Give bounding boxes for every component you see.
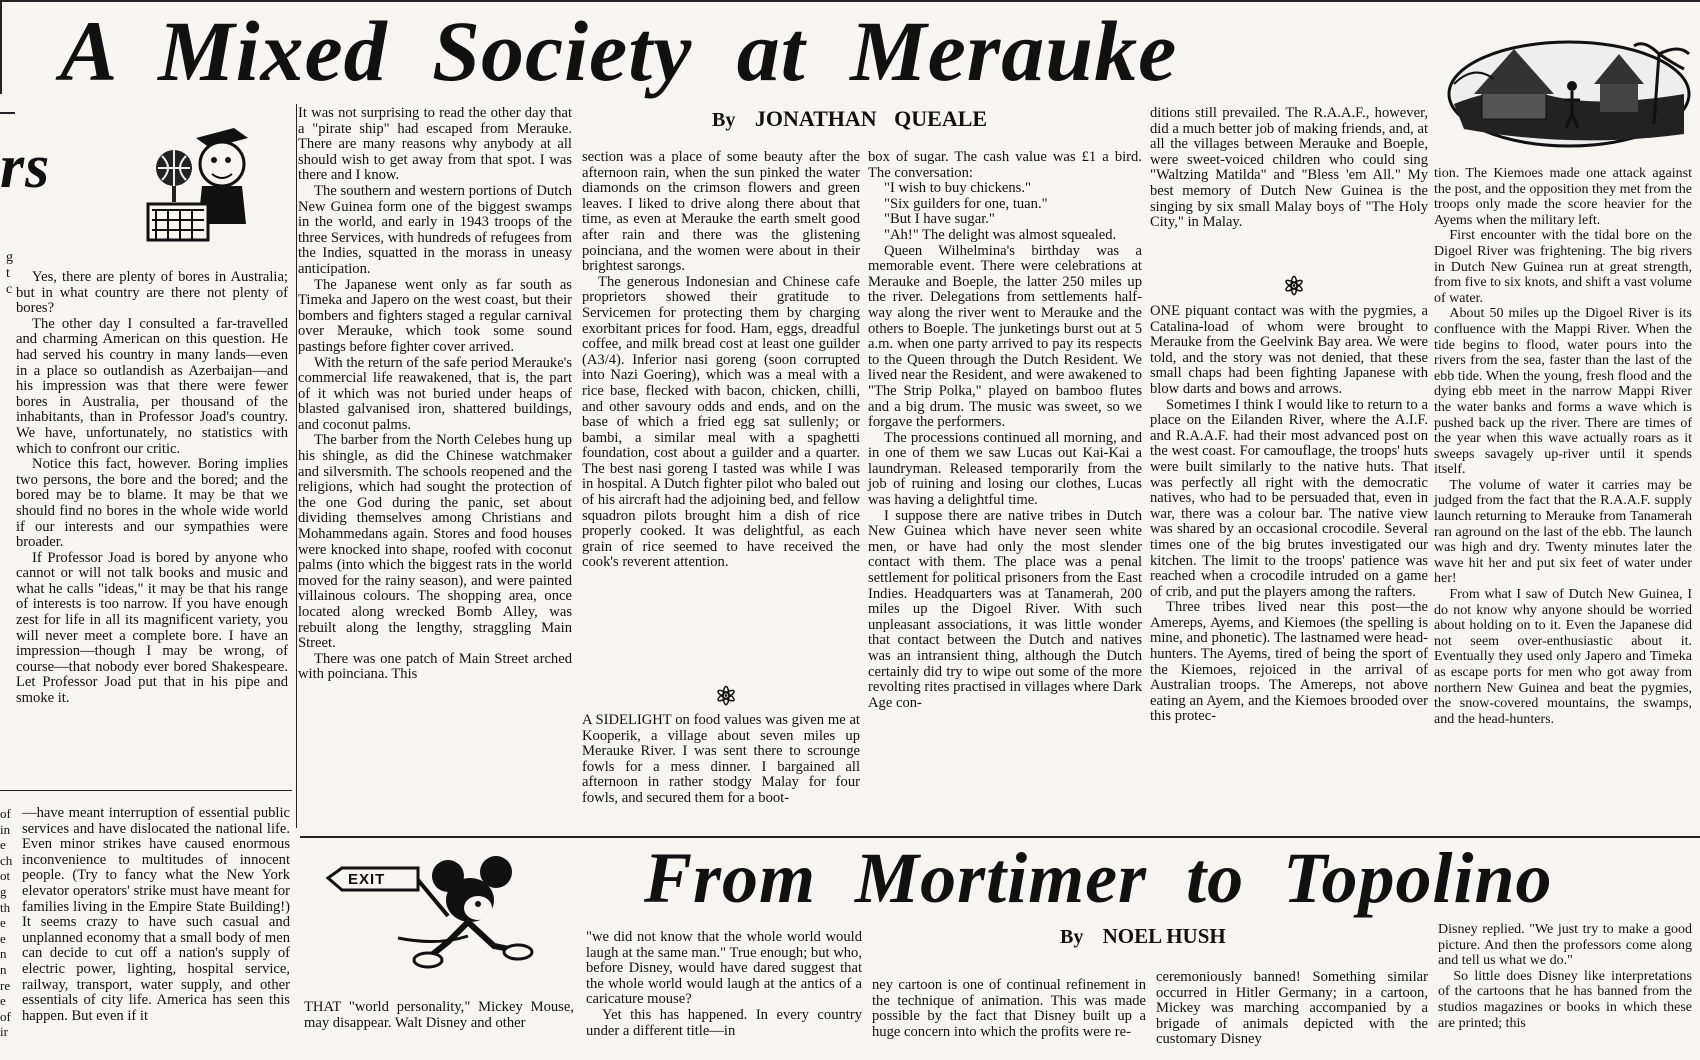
paragraph: About 50 miles up the Digoel River is its confluence with the Mappi River. When the tide begins to flood, water pours into the rivers from the sea, faster than the last of the ebb tide. When the young, fresh flood and the dying ebb meet in the narrow Mappi River the water banks and forms a wave which is pushed back up the river. There are times of the year when this wave actually roars as it sweeps savagely up-river until it spends itself. [1434, 306, 1692, 478]
paragraph: Yet this has happened. In every country under a different title—in [586, 1006, 862, 1039]
disney-col-3 [872, 978, 1146, 1060]
edge-letter: c [6, 282, 13, 297]
mickey-drawing [318, 846, 578, 970]
left-frame-rule [0, 0, 2, 94]
paragraph: From what I saw of Dutch New Guinea, I do not know why anyone should be worried about holding on to it. Even the Japanese did not seem over-enthusiastic about it. Eventually they used only Japero and Timeka as escape ports for men who got away from northern New Guinea and beat the pygmies, the snow-covered mountains, the swamps, and the head-hunters. [1434, 587, 1692, 727]
paragraph: Sometimes I think I would like to return to a place on the Eilanden River, where the A.I.F. and R.A.A.F. had their most advanced post on the west coast. For camouflage, the troops' huts were built similarly to the native huts. That was perfectly all right with the democratic natives, who had to be persuaded that, even in war, there was a colour bar. The native view was shared by an occasional crocodile. Several times one of the big brutes investigated our kitchen. The limit to the troops' patience was reached when a crocodile intruded on a game of crib, and put the players among the rafters. [1150, 396, 1428, 600]
disney-col-1 [304, 1000, 574, 1060]
main-col-2b [582, 713, 860, 827]
paragraph: With the return of the safe period Merauke's commercial life reawakened, that is, the part of it which was not buried under heaps of blasted galvanised iron, shattered buildings, and coconut palms. [298, 354, 572, 433]
paragraph: The other day I consulted a far-travelled and charming American on this question. He had served his country in many lands—even in a place so outlandish as Azerbaijan—and his impression was that there were fewer bores in Australia, per thousand of the inhabitants, than in Professor Joad's country. We have, unfortunately, no statistics with which to confront our critic. [16, 315, 288, 457]
byline-by: By [712, 109, 736, 131]
paragraph: If Professor Joad is bored by anyone who cannot or will not talk books and music and what he calls "ideas," it may be that his range of interests is too narrow. If you have enough zest for life in all its magnificent variety, you will never meet a complete bore. I have an impression—though I may be wrong, of course—that nobody ever bored Shakespeare. Let Professor Joad put that in his pipe and smoke it. [16, 549, 288, 707]
paragraph: The barber from the North Celebes hung up his shingle, as did the Chinese watchmaker and silversmith. The schools reopened and the religions, which had sought the protection of the one God during the panic, set about dividing themselves among Christians and Mohammedans again. Stores and food houses were knocked into shape, roofed with coconut palms (into which the biggest rats in the world moved for the rainy season), and were painted villainous colours. The shopping area, once located along wrecked Bomb Alley, was rebuilt along the lengthy, straggling Main Street. [298, 432, 572, 652]
paragraph: "we did not know that the whole world would laugh at the same man." True enough; but who, before Disney, would have dared suggest that the whole world would laugh at the antics of a caricature mouse? [586, 929, 862, 1008]
edge-letter: e [0, 993, 6, 1009]
section-ornament: ⚛ [1282, 272, 1306, 301]
paragraph: The volume of water it carries may be judged from the fact that the R.A.A.F. supply launch returning to Merauke from Tanamerah ran aground on the last of the ebb. The launch was high and dry. Twenty minutes later the wave hit her and put six feet of water under her! [1434, 477, 1692, 587]
mickey-exit-illustration [318, 846, 578, 970]
edge-letter: e [0, 837, 6, 853]
edge-letter: in [0, 821, 11, 837]
left-partial-headline: rs [0, 133, 51, 201]
edge-letter: e [0, 915, 6, 931]
paragraph: ney cartoon is one of continual refinement in the technique of animation. This was made possible by the fact that Disney built up a huge concern into which the profits were re- [872, 977, 1146, 1040]
disney-headline: From Mortimer to Topolino [644, 838, 1553, 918]
edge-letter: ch [0, 852, 13, 868]
paragraph: section was a place of some beauty after the afternoon rain, when the sun pinked the water diamonds on the crimson flowers and green leaves. I liked to drive along there about that time, as even at Merauke the earth smelt good after rain and there was the glistening poinciana, and the women were about in their brightest sarongs. [582, 149, 860, 275]
column-rule [296, 104, 297, 828]
edge-letter: re [0, 977, 11, 993]
paragraph: ONE piquant contact was with the pygmies, a Catalina-load of whom were brought to Merauke from the Geelvink Bay area. We were told, and the story was not denied, that these small chaps had been fighting Japanese with blow darts and bows and arrows. [1150, 303, 1428, 397]
disney-col-2 [586, 930, 862, 1060]
paragraph: Notice this fact, however. Boring implies two persons, the bore and the bored; and the bored may be to blame. It may be that we should find no bores in the whole wide world if our interests and our sympathies were broader. [16, 456, 288, 551]
edge-letter: of [0, 1008, 11, 1024]
paragraph: I suppose there are native tribes in Dutch New Guinea which have never seen white men, or have had only the most slender contact with them. The place was a penal settlement for political prisoners from the East Indies. Headquarters was at Tanamerah, 200 miles up the Digoel River. With such unpleasant associations, it was little wonder that contact between the Dutch and natives was an intransient thing, although the Dutch certainly did try to wipe out some of the more revolting rites practised in villages where Dark Age con- [868, 507, 1142, 711]
paragraph: So little does Disney like interpretations of the cartoons that he has banned from the studios magazines or books in which these are printed; this [1438, 968, 1692, 1031]
paragraph: "I wish to buy chickens." [884, 180, 1031, 197]
main-col-2 [582, 150, 860, 680]
left-divider-rule [0, 790, 292, 791]
byline-name: JONATHAN QUEALE [754, 106, 988, 131]
paragraph: box of sugar. The cash value was £1 a bird. The conversation: [868, 149, 1142, 181]
edge-letter: e [0, 930, 6, 946]
paragraph: "Ah!" The delight was almost squealed. [884, 226, 1117, 243]
byline-by: By [1060, 926, 1084, 948]
edge-letter: ot [0, 868, 11, 884]
paragraph: The generous Indonesian and Chinese cafe proprietors showed their gratitude to Servicemen for protecting them by charging exorbitant prices for food. Ham, eggs, dreadful coffee, and milk bread cost at least one guilder (A3/4). Inferior nasi goreng (soon corrupted into Nazi Goering), which was a meal with a rice base, flecked with bacon, chicken, chilli, and other savoury odds and ends, and on the base of which a fried egg sat sullenly; or bambi, a similar meal with a spaghetti foundation, cost about a guilder and a quarter. The best nasi goreng I tasted was while I was in hospital. A Dutch fighter pilot who baled out of his aircraft had the adjoining bed, and fellow squadron pilots brought him a dish of rice properly cooked. It was delightful, as each grain of rice seemed to have received the cook's reverent attention. [582, 273, 860, 571]
paragraph: ceremoniously banned! Something similar occurred in Hitler Germany; in a cartoon, Mickey was marching accompanied by a brigade of animals depicted with the customary Disney [1156, 969, 1428, 1048]
paragraph: A SIDELIGHT on food values was given me at Kooperik, a village about seven miles up Merauke River. I was sent there to scrounge fowls for a mess dinner. I bargained all afternoon in rather stodgy Malay for four fowls, and secured them for a boot- [582, 712, 860, 806]
edge-letter: g [6, 250, 13, 265]
paragraph: It was not surprising to read the other day that a "pirate ship" had escaped from Merauke. There are many reasons why anybody at all should wish to get away from that spot. I was there and I know. [298, 105, 572, 184]
paragraph: There was one patch of Main Street arched with poinciana. This [298, 650, 572, 683]
section-ornament: ⚛ [714, 682, 738, 711]
paragraph: "Six guilders for one, tuan." [884, 195, 1048, 212]
paragraph: Disney replied. "We just try to make a good picture. And then the professors come along and tell us what we do." [1438, 922, 1692, 969]
village-hut-illustration [1444, 24, 1694, 150]
disney-col-4 [1156, 970, 1428, 1060]
paragraph: ditions still prevailed. The R.A.A.F., however, did a much better job of making friends, and, at all the villages between Merauke and Boeple, were sweet-voiced children who could sing "Waltzing Matilda" and "Bless 'em All." My best memory of Dutch New Guinea is the singing by six small Malay boys of "The Holy City," in Malay. [1150, 105, 1428, 231]
paragraph: "But I have sugar." [884, 211, 995, 228]
paragraph: Three tribes lived near this post—the Amereps, Ayems, and Kiemoes (the spelling is mine, and phonetic). The lastnamed were head-hunters. The Ayems, tired of being the sport of the Kiemoes, rejoiced in the arrival of Australian troops. The Amereps, not above eating an Ayem, and the Kiemoes brooded over this protec- [1150, 599, 1428, 725]
edge-letter: th [0, 899, 11, 915]
edge-letter: of [0, 806, 11, 821]
left-article-body [16, 270, 288, 770]
paragraph: The processions continued all morning, and in one of them we saw Lucas out Kai-Kai a laundryman. Released temporarily from the job of ruining and losing our clothes, Lucas was having a delightful time. [868, 429, 1142, 509]
paragraph: First encounter with the tidal bore on the Digoel River was frightening. The big rivers in Dutch New Guinea run at great strength, from five to six knots, and shift a vast volume of water. [1434, 228, 1692, 306]
disney-byline [1060, 924, 1226, 949]
top-rule [0, 0, 1700, 2]
main-headline: A Mixed Society at Merauke [60, 3, 1178, 99]
left-edge-letters [6, 110, 12, 298]
edge-letter: t [6, 266, 10, 281]
paragraph: tion. The Kiemoes made one attack against the post, and the opposition they met from the troops only made the score heavier for the Ayems when the military left. [1434, 166, 1692, 228]
edge-letter: g [0, 883, 7, 899]
left-lower-article-body [22, 806, 290, 1060]
exit-sign: EXIT [348, 871, 386, 888]
main-col-3 [868, 150, 1142, 826]
main-byline [712, 106, 987, 132]
main-col-1 [298, 106, 572, 826]
paragraph: Queen Wilhelmina's birthday was a memorable event. There were celebrations at Merauke and Boeple, the latter 250 miles up the river. Delegations from settlements half-way along the river went to Merauke and the others to Boeple. The junketings burst out at 5 a.m. when one party arrived to pay its respects to the Queen through the Dutch Resident. We lived near the Resident, and were awakened to "The Strip Polka," played on bamboo flutes and a big drum. The music was sweet, so we forgave the performers. [868, 242, 1142, 431]
byline-name: NOEL HUSH [1102, 924, 1226, 948]
paragraph: —have meant interruption of essential public services and have dislocated the national life. Even minor strikes have caused enormous inconvenience to multitudes of innocent people. (Try to fancy what the New York elevator operators' strike must have meant for families living in the Empire State Building!) It seems crazy to have such casual and unplanned economy that a small body of men can decide to cut off a nation's supply of electric power, lighting, hospital service, railway, transport, water supply, and other essentials of city life. America has seen this happen. But even if it [22, 805, 290, 1024]
disney-col-5 [1438, 922, 1692, 1060]
paragraph: Yes, there are plenty of bores in Australia; but in what country are there not plenty of bores? [16, 269, 288, 317]
paragraph: The southern and western portions of Dutch New Guinea form one of the biggest swamps in the world, and early in 1943 troops of the three Services, with hundreds of refugees from the Indies, squatted in the morass in uneasy anticipation. [298, 182, 572, 277]
paragraph: THAT "world personality," Mickey Mouse, may disappear. Walt Disney and other [304, 999, 574, 1031]
edge-letter: n [0, 946, 7, 962]
professor-cartoon-illustration [138, 124, 258, 250]
edge-letter: ir [0, 1024, 8, 1040]
left-lower-edge-letters [0, 806, 14, 1060]
main-col-4b [1150, 304, 1428, 826]
main-col-5 [1434, 166, 1692, 826]
main-col-4a [1150, 106, 1428, 272]
paragraph: The Japanese went only as far south as Timeka and Japero on the west coast, but their bombers and fighters staged a regular carnival over Merauke, which took some sound pastings before fighter cover arrived. [298, 276, 572, 355]
edge-letter: n [0, 961, 7, 977]
